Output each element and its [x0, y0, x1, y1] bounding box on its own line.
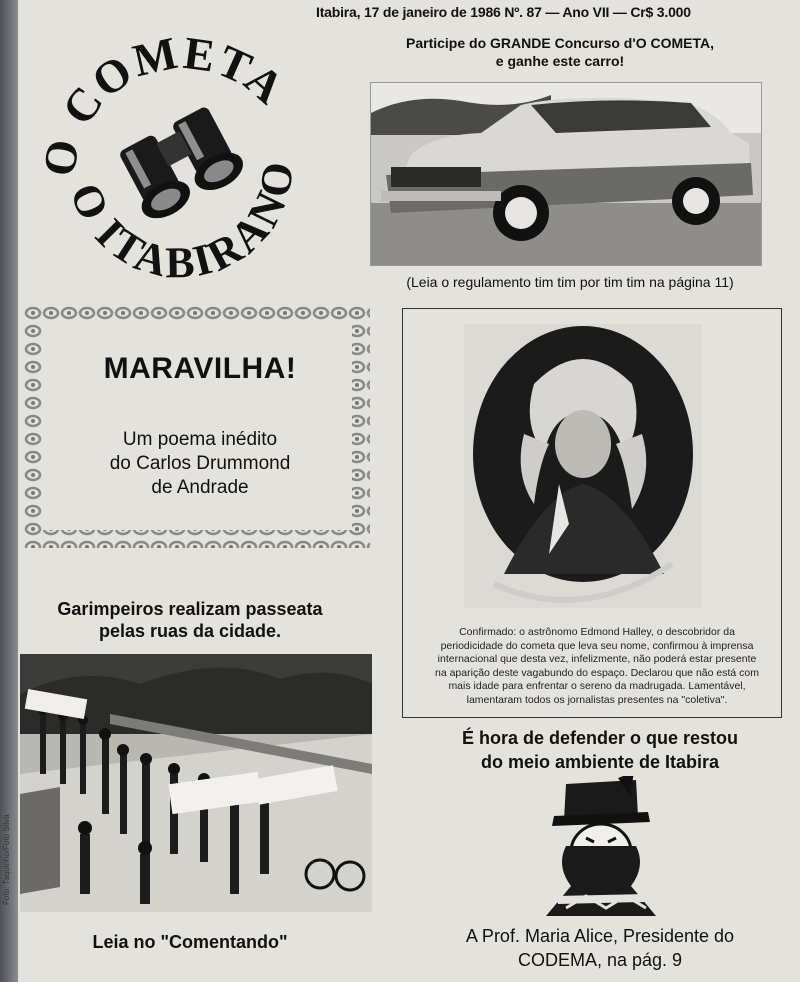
binoculars-icon [113, 103, 249, 226]
maravilha-subtitle [70, 428, 330, 500]
maravilha-title: MARAVILHA! [103, 352, 297, 385]
maravilha-line-1: Um poema inédito [122, 429, 278, 450]
contest-caption: (Leia o regulamento tim tim por tim tim na página 11) [406, 274, 734, 290]
logo-top-text: O COMETA [32, 26, 296, 180]
prof-caption [420, 924, 780, 972]
garimpeiros-headline [40, 598, 340, 642]
halley-portrait [464, 324, 702, 608]
maravilha-box [24, 304, 370, 548]
maravilha-line-3: de Andrade [151, 477, 249, 498]
garimpeiros-line-1: Garimpeiros realizam passeata [57, 599, 323, 619]
contest-headline [380, 34, 740, 70]
maravilha-line-2: do Carlos Drummond [109, 453, 291, 474]
masthead-dateline: Itabira, 17 de janeiro de 1986 Nº. 87 — Ano VII — Cr$ 3.000 [316, 4, 691, 20]
meio-ambiente-line-2: do meio ambiente de Itabira [480, 752, 720, 772]
car-photo [370, 82, 762, 266]
logo-bottom-text: O ITABIRANO [60, 156, 304, 288]
decorative-border [24, 304, 370, 548]
meio-ambiente-line-1: É hora de defender o que restou [461, 728, 739, 748]
meio-ambiente-headline [420, 726, 780, 774]
halley-caption: Confirmado: o astrônomo Edmond Halley, o descobridor da periodicidade do cometa que leva seu nome, confirmou à imprensa internacional que desta vez, infelizmente, não poderá estar presente na aparição deste vagabundo do espaço. Declarou que não está com mais idade para enfrentar o sereno da madrugada. Lamentável, lamentaram todos os jornalistas presentes na "coletiva". [435, 626, 759, 706]
garimpeiros-line-2: pelas ruas da cidade. [98, 621, 282, 641]
comentando-link: Leia no "Comentando" [92, 932, 288, 952]
prof-line-2: CODEMA, na pág. 9 [517, 950, 683, 970]
contest-line-2: e ganhe este carro! [495, 53, 625, 69]
photo-credit: Foto: Taquinho/Foto Silva [2, 814, 11, 905]
caricature-illustration [526, 776, 676, 916]
contest-line-1: Participe do GRANDE Concurso d'O COMETA, [406, 35, 714, 51]
march-photo [20, 654, 372, 912]
logo [30, 20, 330, 290]
prof-line-1: A Prof. Maria Alice, Presidente do [465, 926, 735, 946]
